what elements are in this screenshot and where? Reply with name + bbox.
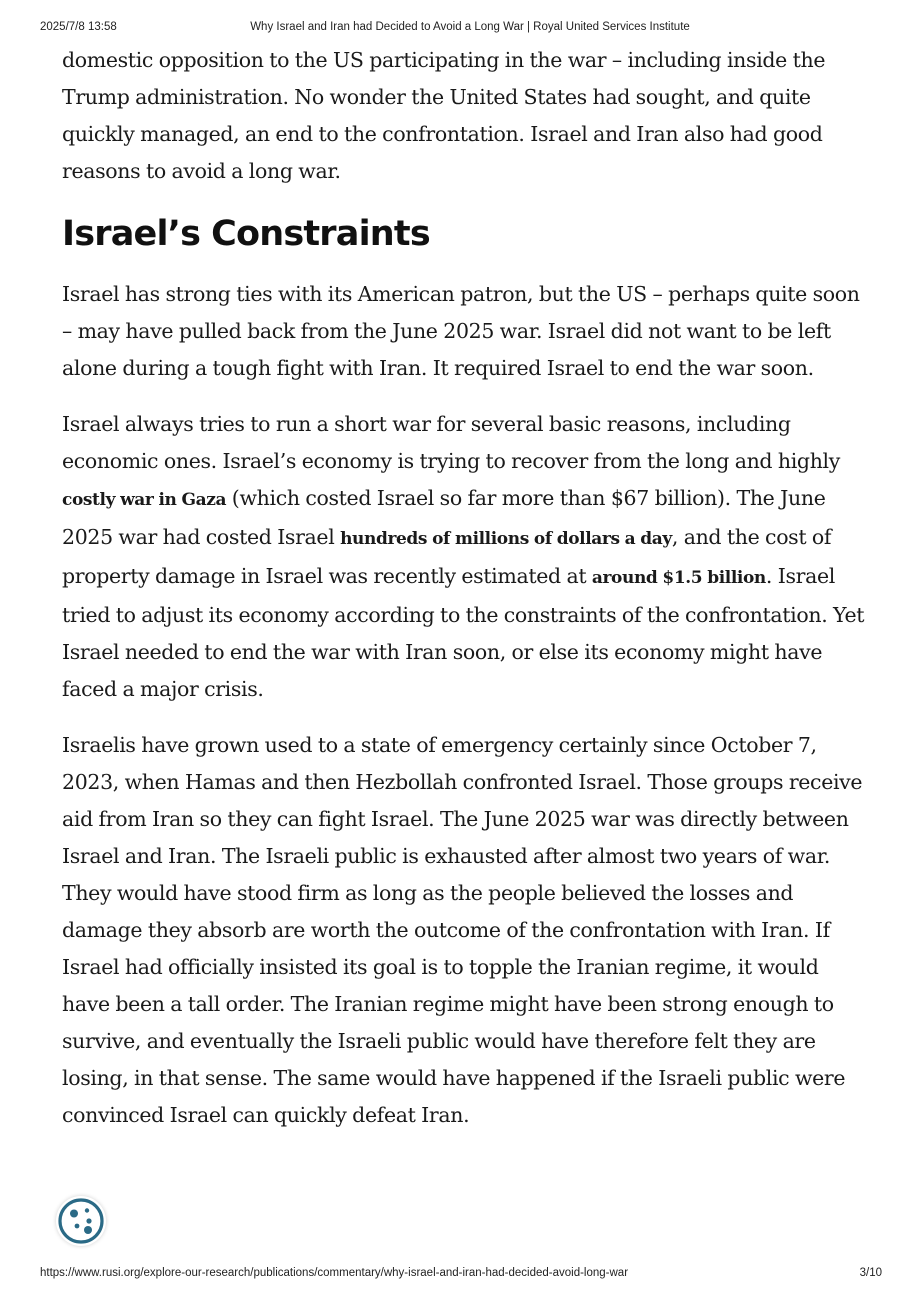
print-datetime: 2025/7/8 13:58 <box>40 21 117 33</box>
paragraph-1: Israel has strong ties with its American patron, but the US – perhaps quite soon – may have pulled back from the June 2025 war. Israel did not want to be left alone during a tough fight with Iran. It required Israel to end the war soon. <box>62 282 860 380</box>
article-body <box>62 42 868 1153</box>
paragraph-2-text: , and the cost of property damage in Israel was recently estimated at <box>62 525 832 588</box>
print-document-title: Why Israel and Iran had Decided to Avoid a Long War | Royal United Services Institute <box>250 21 690 33</box>
paragraph-2-text: . Israel tried to adjust its economy according to the constraints of the confrontation. Yet Israel needed to end the war with Iran soon, or else its economy might have faced a major crisis. <box>62 564 865 701</box>
costly-war-in-gaza-link[interactable]: costly war in Gaza <box>62 490 227 510</box>
around-1-5-billion-link[interactable]: around $1.5 billion <box>591 568 766 588</box>
cookie-icon <box>56 1196 106 1246</box>
hundreds-of-millions-link[interactable]: hundreds of millions of dollars a day <box>340 529 672 549</box>
paragraph-2-text: Israel always tries to run a short war for several basic reasons, including economic ones. Israel’s economy is trying to recover from the long and highly <box>62 412 840 473</box>
paragraph-2 <box>62 406 868 708</box>
print-footer <box>40 1267 882 1283</box>
paragraph-2-text: (which costed Israel so far more than $67 billion). The June 2025 war had costed Israel <box>62 486 826 549</box>
print-page-url: https://www.rusi.org/explore-our-research/publications/commentary/why-israel-and-iran-had-decided-avoid-long-war <box>40 1267 629 1279</box>
intro-paragraph: domestic opposition to the US participating in the war – including inside the Trump administration. No wonder the United States had sought, and quite quickly managed, an end to the confrontation. Israel and Iran also had good reasons to avoid a long war. <box>62 48 826 183</box>
section-heading: Israel’s Constraints <box>62 214 430 254</box>
cookie-settings-button[interactable] <box>56 1196 106 1246</box>
print-header <box>40 21 880 37</box>
paragraph-3: Israelis have grown used to a state of emergency certainly since October 7, 2023, when Hamas and then Hezbollah confronted Israel. Those groups receive aid from Iran so they can fight Israel. The June 2025 war was directly between Israel and Iran. The Israeli public is exhausted after almost two years of war. They would have stood firm as long as the people believed the losses and damage they absorb are worth the outcome of the confrontation with Iran. If Israel had officially insisted its goal is to topple the Iranian regime, it would have been a tall order. The Iranian regime might have been strong enough to survive, and eventually the Israeli public would have therefore felt they are losing, in that sense. The same would have happened if the Israeli public were convinced Israel can quickly defeat Iran. <box>62 733 863 1127</box>
print-page-number: 3/10 <box>859 1267 882 1279</box>
